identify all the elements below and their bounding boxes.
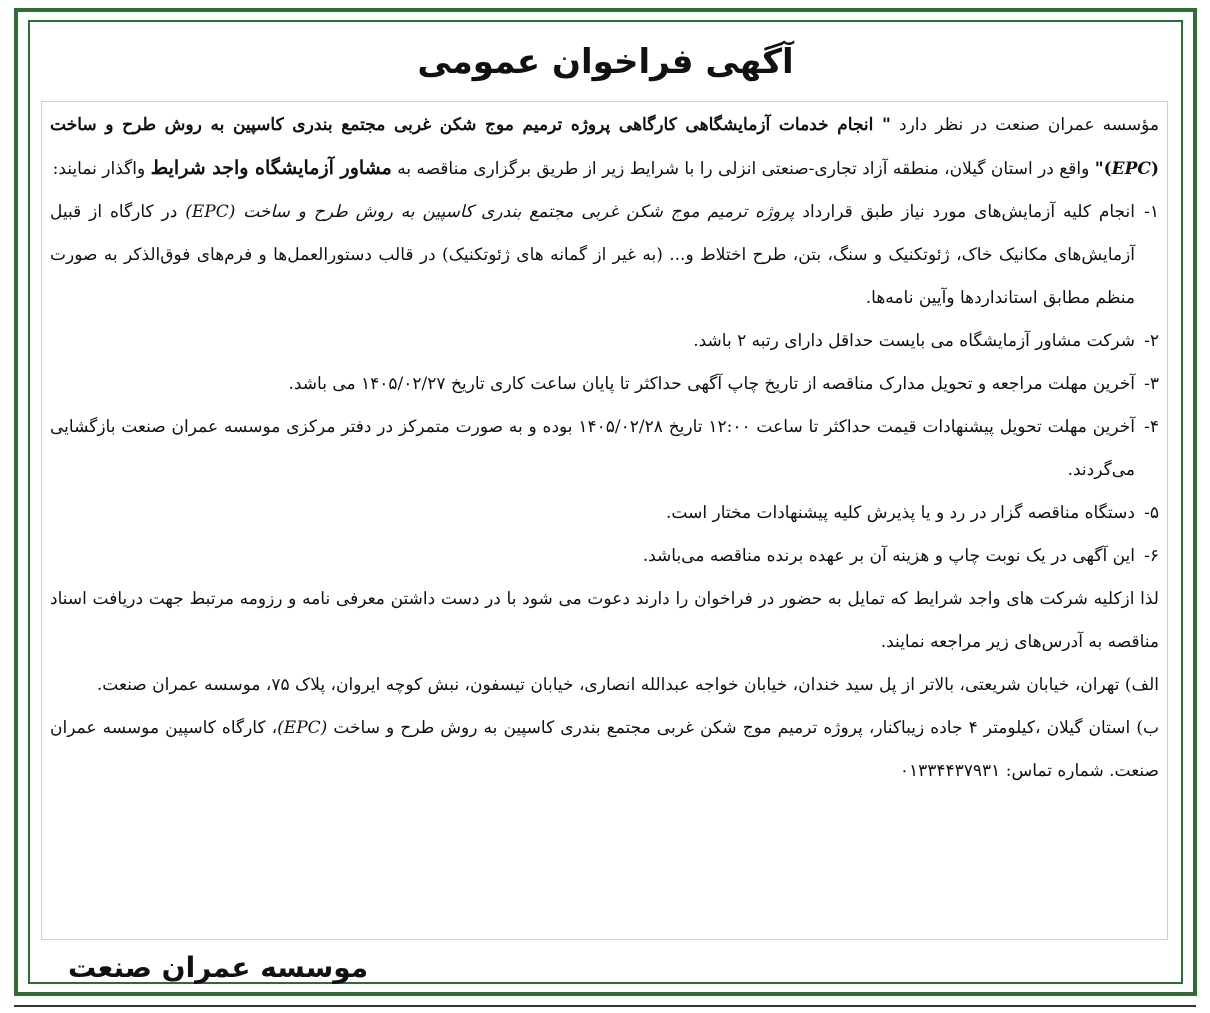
condition-number: ۵-: [1144, 503, 1159, 523]
condition-number: ۳-: [1144, 374, 1159, 394]
intro-paragraph: [50, 104, 1159, 191]
intro-text-2: واقع در استان گیلان، منطقه آزاد تجاری-صنعتی انزلی را با شرایط زیر از طریق برگزاری مناقصه به: [391, 159, 1095, 179]
intro-text-1: مؤسسه عمران صنعت در نظر دارد: [890, 115, 1159, 135]
invitation-paragraph: لذا ازکلیه شرکت های واجد شرایط که تمایل به حضور در فراخوان را دارند دعوت می شود با در دست داشتن معرفی نامه و رزومه مرتبط جهت دریافت اسناد مناقصه به آدرس‌های زیر مراجعه نمایند.: [50, 589, 1159, 652]
intro-text-3: واگذار نمایند:: [52, 159, 151, 179]
condition-text: شرکت مشاور آزمایشگاه می بایست حداقل دارای رتبه ۲ باشد.: [693, 331, 1135, 351]
condition-item-4: [50, 406, 1159, 492]
epc-label: EPC: [1111, 159, 1151, 179]
condition-item-6: [50, 535, 1159, 578]
condition-item-5: [50, 492, 1159, 535]
condition-text: آخرین مهلت تحویل پیشنهادات قیمت حداکثر تا ساعت ۱۲:۰۰ تاریخ ۱۴۰۵/۰۲/۲۸ بوده و به صورت متمرکز در دفتر مرکزی موسسه عمران صنعت بازگشایی می‌گردند.: [50, 417, 1135, 480]
condition-number: ۲-: [1144, 331, 1159, 351]
condition-number: ۶-: [1144, 546, 1159, 566]
project-italic: پروژه ترمیم موج شکن غربی مجتمع بندری کاسپین به روش طرح و ساخت (EPC): [185, 202, 795, 222]
condition-number: ۱-: [1144, 202, 1159, 222]
project-title-bold: " انجام خدمات آزمایشگاهی کارگاهی پروژه ترمیم موج شکن غربی مجتمع بندری کاسپین به روش طرح و ساخت (EPC)": [50, 115, 1159, 179]
notice-body: [41, 101, 1168, 940]
condition-item-2: [50, 320, 1159, 363]
condition-text: آخرین مهلت مراجعه و تحویل مدارک مناقصه از تاریخ چاپ آگهی حداکثر تا پایان ساعت کاری تاریخ ۱۴۰۵/۰۲/۲۷ می باشد.: [288, 374, 1135, 394]
notice-outer-frame: [14, 8, 1197, 996]
company-signature: موسسه عمران صنعت: [68, 951, 369, 984]
condition-item-1: [50, 191, 1159, 320]
condition-number: ۴-: [1144, 417, 1159, 437]
address-gilan: ب) استان گیلان ،کیلومتر ۴ جاده زیباکنار، پروژه ترمیم موج شکن غربی مجتمع بندری کاسپین به روش طرح و ساخت (EPC)، کارگاه کاسپین موسسه عمران صنعت. شماره تماس: ۰۱۳۳۴۴۳۷۹۳۱: [50, 718, 1159, 781]
consultant-bold: مشاور آزمایشگاه واجد شرایط: [150, 157, 392, 179]
notice-title: آگهی فراخوان عمومی: [417, 42, 794, 82]
address-tehran: الف) تهران، خیابان شریعتی، بالاتر از پل سید خندان، خیابان خواجه عبدالله انصاری، خیابان تیسفون، نبش کوچه ایروان، پلاک ۷۵، موسسه عمران صنعت.: [96, 675, 1159, 695]
notice-inner-frame: [28, 20, 1183, 984]
page-bottom-rule: [14, 1005, 1196, 1007]
condition-text: انجام کلیه آزمایش‌های مورد نیاز طبق قرارداد پروژه ترمیم موج شکن غربی مجتمع بندری کاسپین به روش طرح و ساخت (EPC) در کارگاه از قبیل آزمایش‌های مکانیک خاک، ژئوتکنیک و سنگ، بتن، طرح اختلاط و... (به غیر از گمانه های ژئوتکنیک) در قالب دستورالعمل‌ها و فرم‌های فوق‌الذکر به صورت منظم مطابق استانداردها وآیین نامه‌ها.: [50, 202, 1135, 308]
condition-item-3: [50, 363, 1159, 406]
condition-text: این آگهی در یک نوبت چاپ و هزینه آن بر عهده برنده مناقصه می‌باشد.: [642, 546, 1135, 566]
epc-label: (EPC): [277, 718, 328, 738]
condition-text: دستگاه مناقصه گزار در رد و یا پذیرش کلیه پیشنهادات مختار است.: [666, 503, 1135, 523]
